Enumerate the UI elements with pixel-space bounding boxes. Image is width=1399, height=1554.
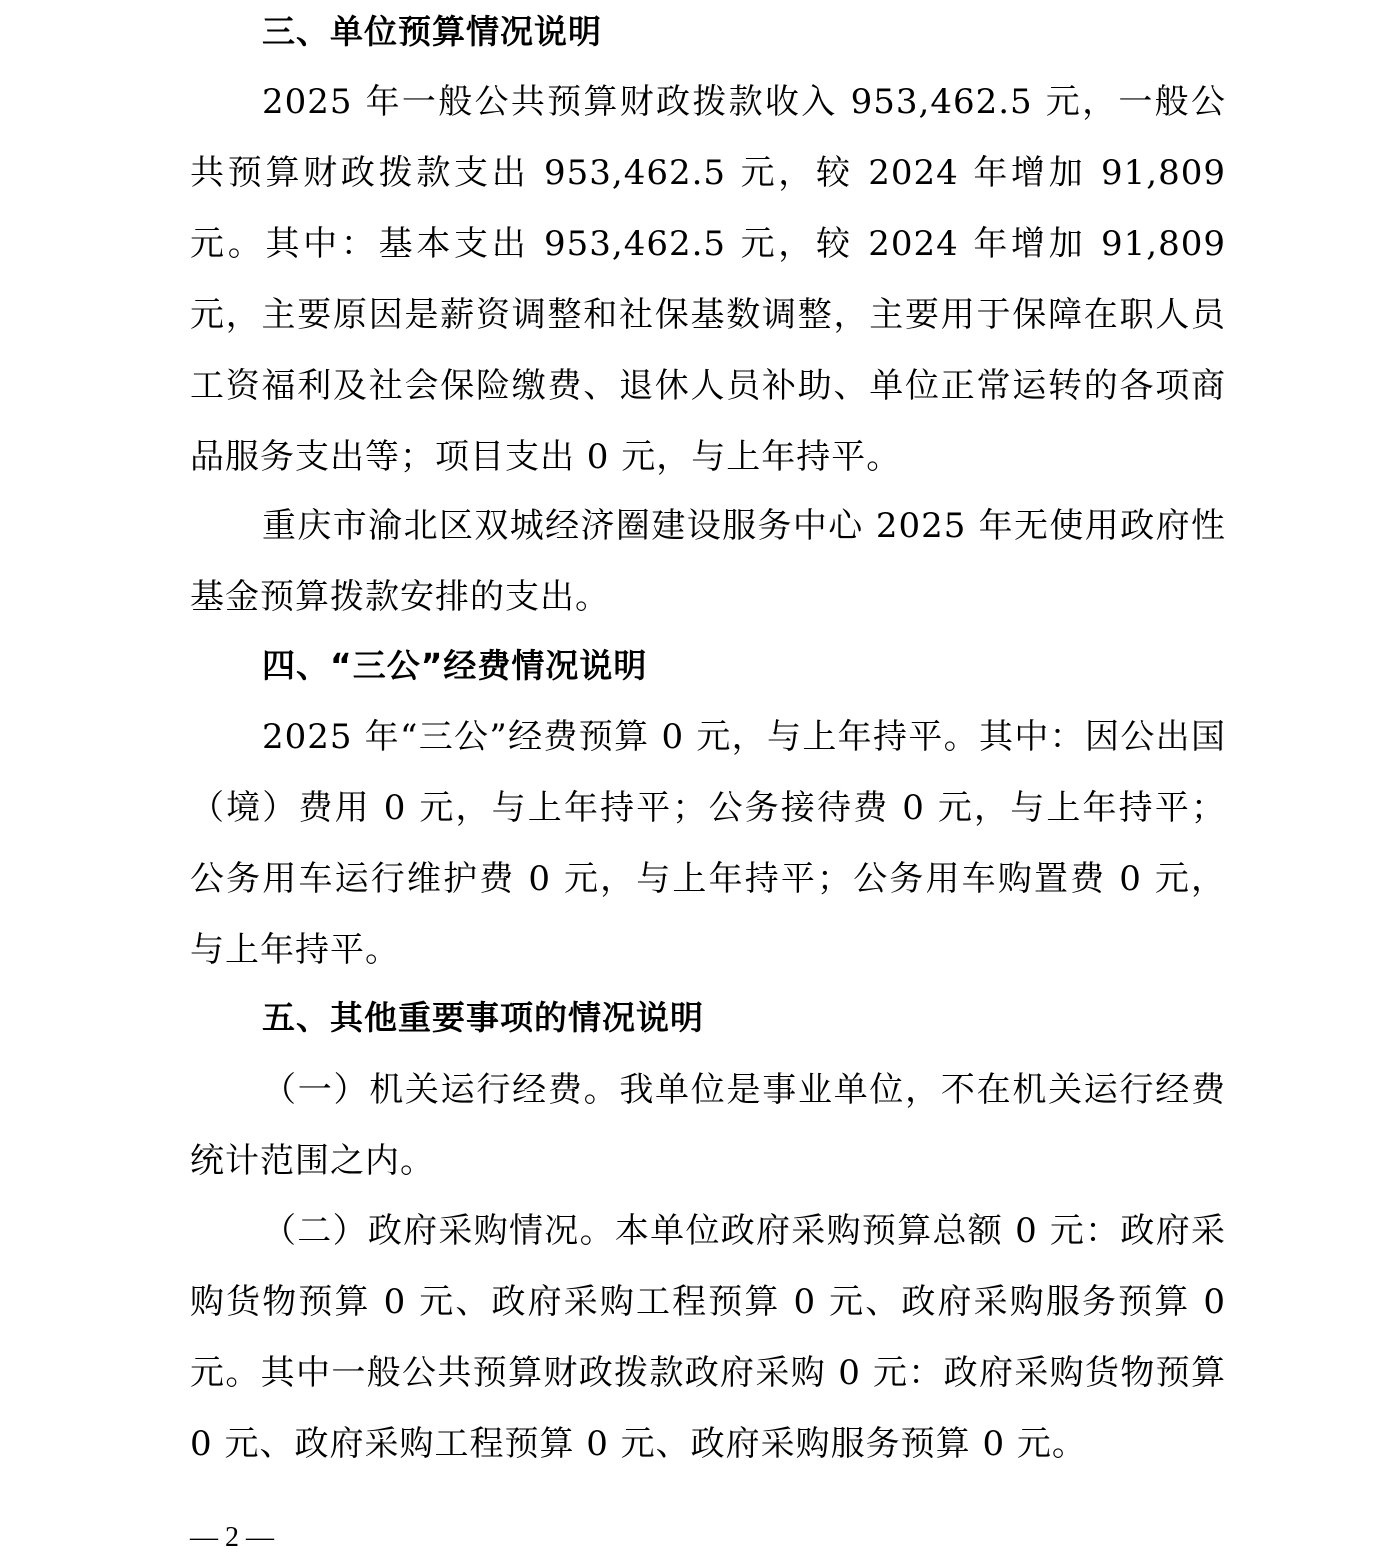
item-2-text: 本单位政府采购预算总额 0 元：政府采购货物预算 0 元、政府采购工程预算 0 元、政府采购服务预算 0 元。其中一般公共预算财政拨款政府采购 0 元：政府采购货物预算 0 元、政府采购工程预算 0 元、政府采购服务预算 0 元。 [190,1211,1227,1464]
section-5-item-1 [190,1055,1226,1197]
section-4-paragraph-1: 2025 年“三公”经费预算 0 元，与上年持平。其中：因公出国（境）费用 0 元，与上年持平；公务接待费 0 元，与上年持平；公务用车运行维护费 0 元，与上年持平；公务用车购置费 0 元，与上年持平。 [190,717,1226,970]
item-1-label: （一）机关运行经费。 [262,1070,620,1110]
item-1-text: 我单位是事业单位，不在机关运行经费统计范围之内。 [190,1070,1227,1181]
section-3-paragraph-1: 2025 年一般公共预算财政拨款收入 953,462.5 元，一般公共预算财政拨款支出 953,462.5 元，较 2024 年增加 91,809 元。其中：基本支出 953,462.5 元，较 2024 年增加 91,809 元，主要原因是薪资调整和社保基数调整，主要用于保障在职人员工资福利及社会保险缴费、退休人员补助、单位正常运转的各项商品服务支出等；项目支出 0 元，与上年持平。 [190,82,1226,477]
section-5-item-2 [190,1196,1226,1480]
section-4-heading: 四、“三公”经费情况说明 [262,646,648,685]
section-5-heading: 五、其他重要事项的情况说明 [262,998,704,1037]
section-3-heading: 三、单位预算情况说明 [262,12,602,51]
page-number: — 2 — [190,1522,274,1553]
section-3-paragraph-2: 重庆市渝北区双城经济圈建设服务中心 2025 年无使用政府性基金预算拨款安排的支出。 [190,506,1226,617]
item-2-label: （二）政府采购情况。 [262,1211,615,1251]
